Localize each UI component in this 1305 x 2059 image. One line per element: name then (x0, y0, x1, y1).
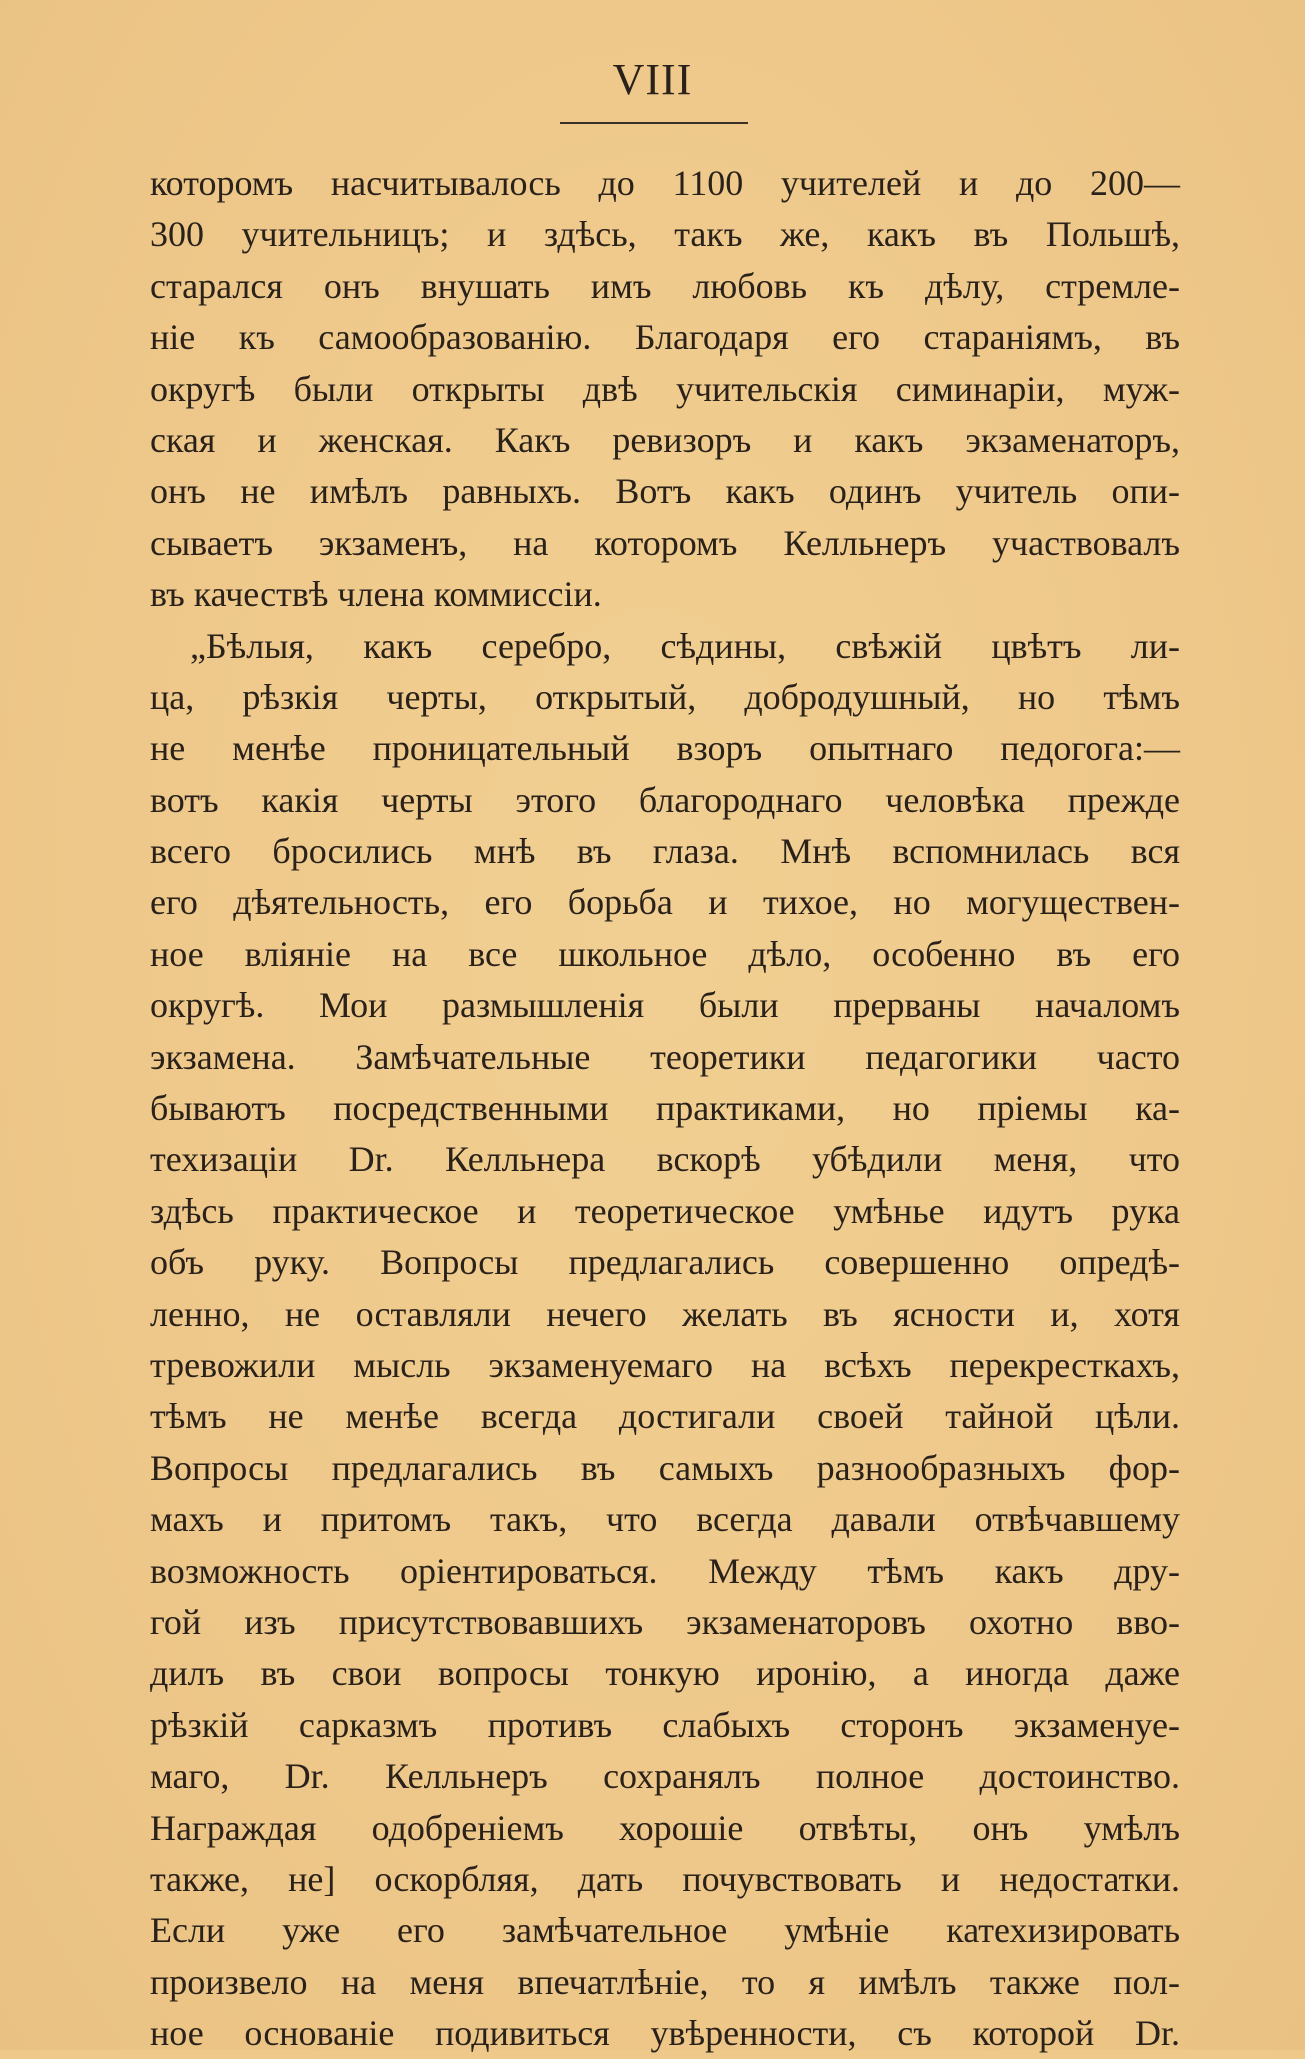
text-line: Награждая одобренiемъ хорошiе отвѣты, онъ умѣлъ (150, 1807, 1180, 1848)
text-line: ное влiянiе на все школьное дѣло, особенно въ его (150, 933, 1180, 974)
text-line: ленно, не оставляли нечего желать въ ясности и, хотя (150, 1293, 1180, 1334)
text-line: „Бѣлыя, какъ серебро, сѣдины, свѣжiй цвѣтъ ли- (190, 625, 1180, 666)
text-line: Вопросы предлагались въ самыхъ разнообразныхъ фор- (150, 1447, 1180, 1488)
text-line: дилъ въ свои вопросы тонкую иронiю, а иногда даже (150, 1653, 1180, 1694)
text-line: его дѣятельность, его борьба и тихое, но могуществен- (150, 882, 1180, 923)
text-line: ное основанiе подивиться увѣренности, съ которой Dr. (150, 2013, 1180, 2054)
text-line: ца, рѣзкiя черты, открытый, добродушный, но тѣмъ (150, 676, 1180, 717)
text-line: всего бросились мнѣ въ глаза. Мнѣ вспомнилась вся (150, 831, 1180, 872)
header-rule (560, 122, 748, 124)
text-line: сываетъ экзаменъ, на которомъ Келльнеръ участвовалъ (150, 522, 1180, 563)
text-line: рѣзкiй сарказмъ противъ слабыхъ сторонъ экзаменуе- (150, 1704, 1180, 1745)
text-line: махъ и притомъ такъ, что всегда давали отвѣчавшему (150, 1499, 1180, 1540)
text-line: также, не] оскорбляя, дать почувствовать и недостатки. (150, 1858, 1180, 1899)
text-line: здѣсь практическое и теоретическое умѣнье идутъ рука (150, 1190, 1180, 1231)
text-line: тѣмъ не менѣе всегда достигали своей тайной цѣли. (150, 1396, 1180, 1437)
text-line: возможность орiентироваться. Между тѣмъ какъ дру- (150, 1550, 1180, 1591)
text-line: старался онъ внушать имъ любовь къ дѣлу, стремле- (150, 265, 1180, 306)
text-line: въ качествѣ члена коммиссiи. (150, 574, 602, 615)
text-line: которомъ насчитывалось до 1100 учителей и до 200— (150, 163, 1180, 203)
text-line: округѣ были открыты двѣ учительскiя симинарiи, муж- (150, 368, 1180, 409)
text-line: ская и женская. Какъ ревизоръ и какъ экзаменаторъ, (150, 419, 1180, 460)
text-line: вотъ какiя черты этого благороднаго человѣка прежде (150, 779, 1180, 820)
text-line: округѣ. Мои размышленiя были прерваны началомъ (150, 985, 1180, 1026)
text-line: нiе къ самообразованiю. Благодаря его старанiямъ, въ (150, 317, 1180, 358)
text-line: 300 учительницъ; и здѣсь, такъ же, какъ въ Польшѣ, (150, 214, 1180, 255)
text-line: не менѣе проницательный взоръ опытнаго педогога:— (150, 728, 1180, 769)
text-line: Если уже его замѣчательное умѣнiе катехизировать (150, 1910, 1180, 1951)
text-line: маго, Dr. Келльнеръ сохранялъ полное достоинство. (150, 1756, 1180, 1797)
text-line: тревожили мысль экзаменуемаго на всѣхъ перекресткахъ, (150, 1344, 1180, 1385)
text-line: объ руку. Вопросы предлагались совершенно опредѣ- (150, 1242, 1180, 1283)
text-line: произвело на меня впечатлѣнiе, то я имѣлъ также пол- (150, 1961, 1180, 2002)
page-number: VIII (612, 55, 693, 104)
text-line: экзамена. Замѣчательные теоретики педагогики часто (150, 1036, 1180, 1077)
text-line: гой изъ присутствовавшихъ экзаменаторовъ охотно вво- (150, 1601, 1180, 1642)
text-line: техизацiи Dr. Келльнера вскорѣ убѣдили меня, что (150, 1139, 1180, 1180)
text-line: онъ не имѣлъ равныхъ. Вотъ какъ одинъ учитель опи- (150, 471, 1180, 512)
body-text (150, 158, 1180, 2059)
text-line: бываютъ посредственными практиками, но прiемы ка- (150, 1088, 1180, 1129)
